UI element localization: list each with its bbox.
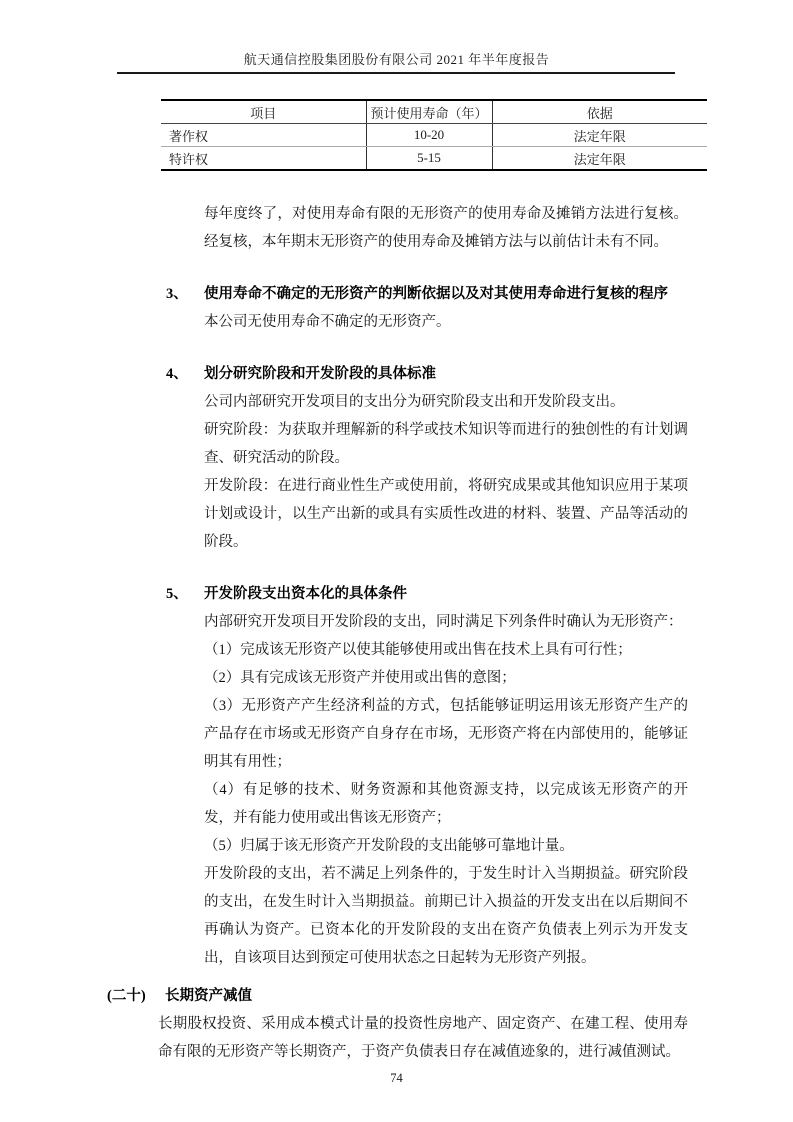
document-body (0, 200, 793, 1066)
chapter-title: 长期资产减值 (165, 988, 252, 1004)
page-number: 74 (390, 1071, 403, 1085)
cell-item: 特许权 (169, 151, 209, 167)
section-number: 3、 (166, 286, 188, 302)
condition-item-4: （4）有足够的技术、财务资源和其他资源支持，以完成该无形资产的开发，并有能力使用或出售该无形资产； (204, 782, 688, 826)
useful-life-table (161, 99, 707, 171)
condition-item-2: （2）具有完成该无形资产并使用或出售的意图； (204, 670, 516, 686)
column-header-basis: 依据 (492, 100, 707, 124)
section-20-heading (0, 982, 793, 1010)
page-header-title: 航天通信控股集团股份有限公司 2021 年半年度报告 (243, 52, 550, 67)
section-paragraph: 研究阶段：为获取并理解新的科学或技术知识等而进行的独创性的有计划调查、研究活动的阶段。 (204, 422, 688, 466)
cell-basis: 法定年限 (492, 124, 707, 147)
table-header-row (161, 100, 707, 124)
section-5-heading (0, 580, 793, 608)
chapter-number: (二十) (107, 988, 146, 1004)
condition-item-5: （5）归属于该无形资产开发阶段的支出能够可靠地计量。 (204, 838, 574, 854)
section-4 (0, 360, 793, 556)
section-title: 开发阶段支出资本化的具体条件 (204, 586, 407, 602)
cell-basis: 法定年限 (492, 147, 707, 171)
section-5 (0, 580, 793, 972)
section-number: 4、 (166, 366, 188, 382)
section-paragraph: 开发阶段的支出，若不满足上列条件的，于发生时计入当期损益。研究阶段的支出，在发生时计入当期损益。前期已计入损益的开发支出在以后期间不再确认为资产。已资本化的开发阶段的支出在资产负债表上列示为开发支出，自该项目达到预定可使用状态之日起转为无形资产列报。 (204, 866, 688, 966)
table-row (161, 124, 707, 147)
section-4-heading (0, 360, 793, 388)
section-paragraph: 公司内部研究开发项目的支出分为研究阶段支出和开发阶段支出。 (204, 394, 625, 410)
section-paragraph: 开发阶段：在进行商业性生产或使用前，将研究成果或其他知识应用于某项计划或设计，以生产出新的或具有实质性改进的材料、装置、产品等活动的阶段。 (204, 478, 688, 550)
condition-item-1: （1）完成该无形资产以使其能够使用或出售在技术上具有可行性； (204, 642, 632, 658)
section-title: 划分研究阶段和开发阶段的具体标准 (204, 366, 436, 382)
section-number: 5、 (166, 586, 188, 602)
cell-life: 5-15 (366, 147, 492, 171)
cell-life: 10-20 (366, 124, 492, 147)
column-header-item: 项目 (161, 100, 366, 124)
section-paragraph: 本公司无使用寿命不确定的无形资产。 (204, 314, 451, 330)
section-20 (0, 982, 793, 1066)
chapter-paragraph: 长期股权投资、采用成本模式计量的投资性房地产、固定资产、在建工程、使用寿命有限的无形资产等长期资产，于资产负债表日存在减值迹象的，进行减值测试。 (158, 1016, 688, 1060)
condition-item-3: （3）无形资产产生经济利益的方式，包括能够证明运用该无形资产生产的产品存在市场或无形资产自身存在市场，无形资产将在内部使用的，能够证明其有用性； (204, 698, 688, 770)
section-3-heading (0, 280, 793, 308)
table-row (161, 147, 707, 171)
section-paragraph: 内部研究开发项目开发阶段的支出，同时满足下列条件时确认为无形资产： (204, 614, 683, 630)
section-3 (0, 280, 793, 336)
header-divider (117, 72, 675, 74)
column-header-life: 预计使用寿命（年） (366, 100, 492, 124)
intro-paragraph: 每年度终了，对使用寿命有限的无形资产的使用寿命及摊销方法进行复核。经复核，本年期末无形资产的使用寿命及摊销方法与以前估计未有不同。 (204, 206, 688, 250)
section-title: 使用寿命不确定的无形资产的判断依据以及对其使用寿命进行复核的程序 (204, 286, 668, 302)
cell-item: 著作权 (161, 124, 366, 147)
